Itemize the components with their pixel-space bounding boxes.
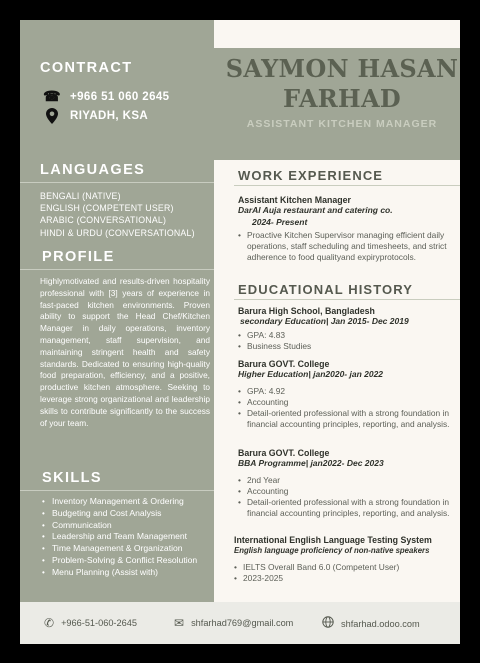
divider: [20, 269, 214, 270]
language-item: BENGALI (NATIVE): [40, 191, 121, 201]
globe-icon: [322, 616, 334, 631]
work-period: 2024- Present: [252, 216, 308, 227]
education-entry: [238, 359, 458, 430]
skill-item: • Problem-Solving & Conflict Resolution: [42, 555, 212, 567]
divider: [234, 299, 460, 300]
language-item: ENGLISH (COMPETENT USER): [40, 203, 174, 214]
footer-email[interactable]: [174, 616, 293, 630]
school-name: Barura GOVT. College: [238, 448, 330, 458]
sidebar: [20, 20, 214, 602]
education-heading: EDUCATIONAL HISTORY: [238, 282, 413, 297]
profile-text: Highlymotivated and results-driven hospitality professional with [3] years of experience in fast-paced kitchen environments. Proven ability to support the Head Chef/Kitchen Manager in daily operations, inventory management, staff supervision, and maintaining stringent health and safety standards. Dedicated to ensuring high-quality food preparation, efficiency, and a positive, productive kitchen atmosphere. Seeking to leverage strong organizational and leadership skills to contribute significantly to the success of your team.: [40, 276, 210, 428]
education-detail: BBA Programme| jan2022- Dec 2023: [238, 458, 384, 468]
skill-item: • Inventory Management & Ordering: [42, 496, 212, 508]
phone-icon: ✆: [44, 616, 55, 630]
school-name: Barura High School, Bangladesh: [238, 306, 375, 316]
work-bullet: • Proactive Kitchen Supervisor managing efficient daily operations, staff scheduling and timesheets, and strict adherence to food qualityand expiryprotocols.: [238, 230, 458, 263]
education-bullet: • 2023-2025: [234, 573, 458, 584]
education-entry: [238, 306, 458, 352]
name-line-1: SAYMON HASAN: [225, 54, 459, 83]
education-bullet: • Detail-oriented professional with a strong foundation in financial accounting principles, reporting, and analysis.: [238, 497, 458, 519]
education-bullet: • Detail-oriented professional with a strong foundation in financial accounting principles, reporting, and analysis.: [238, 408, 458, 430]
contact-heading: CONTRACT: [40, 60, 133, 76]
footer-website[interactable]: [322, 616, 420, 631]
skill-item: • Leadership and Team Management: [42, 531, 212, 543]
education-bullet: • Business Studies: [238, 341, 458, 352]
education-bullet: • Accounting: [238, 486, 458, 497]
profile-heading: PROFILE: [42, 249, 115, 265]
work-company: DarAl Auja restaurant and catering co.: [238, 205, 393, 215]
skills-heading: SKILLS: [42, 470, 102, 486]
footer-phone-text: +966-51-060-2645: [61, 618, 137, 628]
skill-item: • Time Management & Organization: [42, 543, 212, 555]
resume-page: [20, 20, 460, 644]
envelope-icon: ✉: [174, 616, 185, 630]
education-detail: secondary Education| Jan 2015- Dec 2019: [240, 316, 409, 326]
skill-item: • Menu Planning (Assist with): [42, 567, 212, 579]
divider: [20, 490, 214, 491]
school-name: International English Language Testing System: [234, 535, 432, 545]
education-bullet: • IELTS Overall Band 6.0 (Competent User): [234, 562, 458, 573]
full-name: [224, 54, 460, 114]
location-pin-icon: [44, 108, 60, 124]
skill-item: • Communication: [42, 520, 212, 532]
skills-list: [42, 496, 212, 579]
education-entry: [238, 448, 458, 519]
school-name: Barura GOVT. College: [238, 359, 330, 369]
languages-list: [40, 190, 195, 239]
education-bullet: • 2nd Year: [238, 475, 458, 486]
education-bullet: • Accounting: [238, 397, 458, 408]
work-heading: WORK EXPERIENCE: [238, 168, 384, 183]
divider: [20, 182, 214, 183]
education-detail: Higher Education| jan2020- jan 2022: [238, 369, 384, 379]
contact-location: [44, 108, 148, 124]
languages-heading: LANGUAGES: [40, 162, 146, 178]
telephone-icon: ☎: [43, 88, 61, 104]
footer-email-text: shfarhad769@gmail.com: [191, 618, 294, 628]
work-title: Assistant Kitchen Manager: [238, 195, 351, 205]
divider: [234, 185, 460, 186]
contact-phone: [44, 88, 169, 105]
name-line-2: FARHAD: [282, 84, 402, 113]
job-role: ASSISTANT KITCHEN MANAGER: [246, 118, 438, 130]
footer-website-text: shfarhad.odoo.com: [341, 618, 420, 629]
education-entry: [234, 535, 458, 584]
work-entry: [238, 195, 458, 263]
education-detail: English language proficiency of non-native speakers: [234, 546, 430, 555]
location-text: RIYADH, KSA: [70, 110, 149, 122]
education-bullet: • GPA: 4.83: [238, 330, 458, 341]
language-item: ARABIC (CONVERSATIONAL): [40, 215, 167, 226]
skill-item: • Budgeting and Cost Analysis: [42, 508, 212, 520]
language-item: HINDI & URDU (CONVERSATIONAL): [40, 227, 195, 238]
phone-text: +966 51 060 2645: [70, 90, 170, 103]
footer-phone[interactable]: [44, 616, 137, 630]
education-bullet: • GPA: 4.92: [238, 386, 458, 397]
